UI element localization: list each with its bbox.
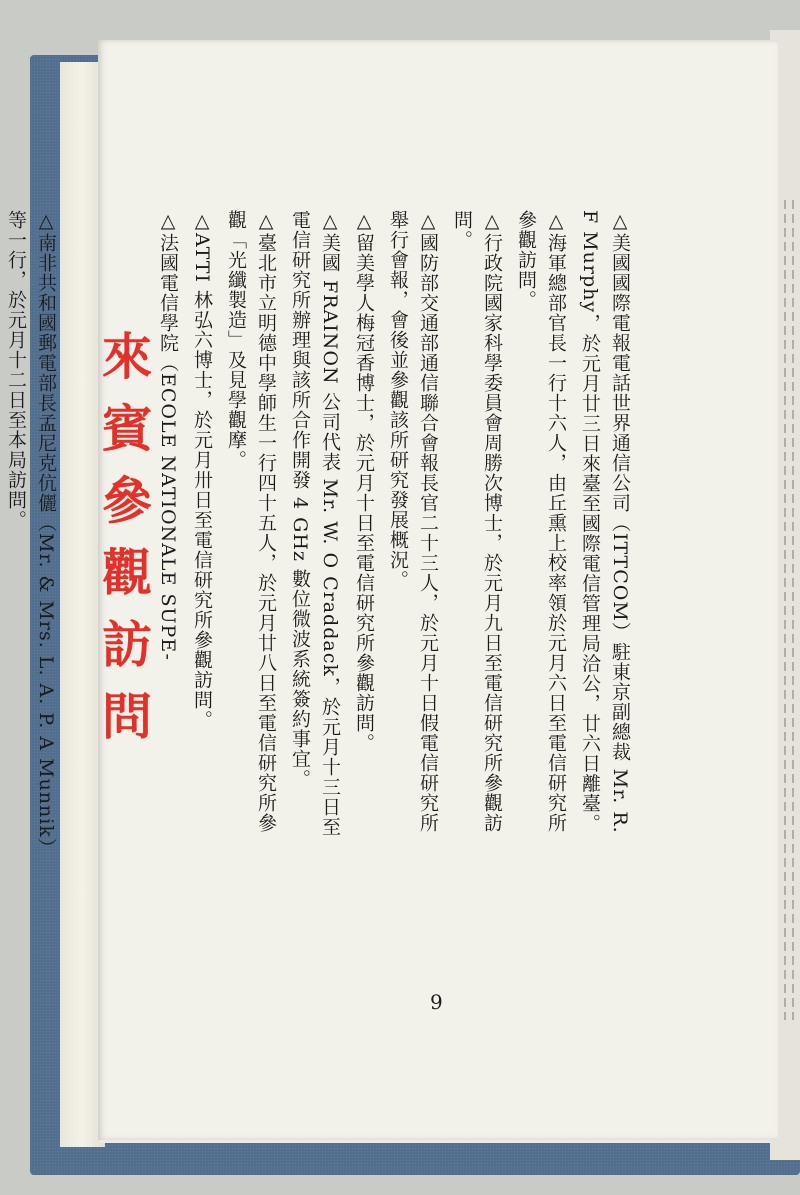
entry-4: △國防部交通部通信聯合會報長官二十三人，於元月十日假電信研究所舉行會報，會後並參觀該所研究發展概況。 [387, 210, 439, 833]
entry-5: △留美學人梅冠香博士，於元月十日至電信研究所參觀訪問。 [353, 210, 375, 753]
entry-3: △行政院國家科學委員會周勝次博士，於元月九日至電信研究所參觀訪問。 [451, 210, 503, 833]
heading-column [93, 210, 153, 850]
entry-8: △ATTI 林弘六博士，於元月卅日至電信研究所參觀訪問。 [191, 210, 213, 730]
entry-1: △美國國際電報電話世界通信公司（ITTCOM）駐東京副總裁 Mr. R. F Murphy，於元月廿三日來臺至國際電信管理局洽公，廿六日離臺。 [579, 210, 631, 834]
entry-2: △海軍總部官長一行十六人，由丘熏上校率領於元月六日至電信研究所參觀訪問。 [515, 210, 567, 833]
entry-10: △南非共和國郵電部長孟尼克伉儷（Mr. & Mrs. L. A. P. A Munnik）等一行，於元月十二日至本局訪問。 [5, 210, 57, 849]
vertical-text-body [5, 210, 635, 850]
entry-6: △美國 FRAINON 公司代表 Mr. W. O Craddack，於元月十三日至電信研究所辦理與該所合作開發 4 GHz 數位微波系統簽約事宜。 [289, 210, 341, 837]
page-number: 9 [430, 990, 443, 1014]
entry-7: △臺北市立明德中學師生一行四十五人，於元月廿八日至電信研究所參觀「光纖製造」及見學觀摩。 [225, 210, 277, 833]
page-title: 來賓參觀訪問 [94, 330, 153, 762]
entry-9: △法國電信學院（ECOLE NATIONALE SUPE- [157, 210, 179, 661]
